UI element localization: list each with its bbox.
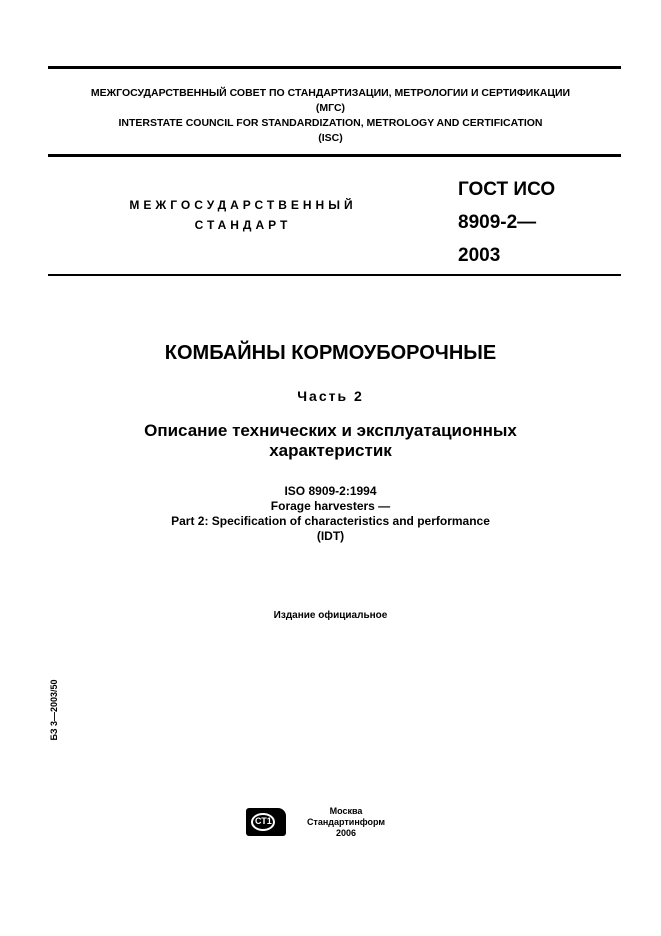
part-label: Часть 2 (297, 388, 364, 404)
subtitle-line1: Описание технических и эксплуатационных (144, 421, 517, 440)
council-header (0, 86, 661, 146)
publisher-name: Стандартинформ (306, 817, 386, 827)
subtitle-line2: характеристик (269, 441, 392, 460)
designation-line2: 8909-2— (458, 212, 537, 233)
designation-line1: ГОСТ ИСО (458, 179, 556, 200)
designation-rule (48, 274, 621, 276)
iso-title: Forage harvesters — (270, 499, 391, 513)
iso-part: Part 2: Specification of characteristics and performance (171, 514, 490, 528)
edition-label: Издание официальное (273, 610, 388, 621)
council-en: INTERSTATE COUNCIL FOR STANDARDIZATION, METROLOGY AND CERTIFICATION (118, 117, 543, 129)
subtitle (0, 421, 661, 461)
top-rule (48, 66, 621, 69)
designation (458, 173, 555, 272)
designation-line3: 2003 (458, 245, 501, 266)
side-code: БЗ 3—2003/50 (49, 679, 59, 741)
standard-type (118, 195, 368, 235)
council-ru-abbr: (МГС) (315, 102, 346, 114)
publisher-city: Москва (329, 806, 363, 816)
document-title: КОМБАЙНЫ КОРМОУБОРОЧНЫЕ (164, 342, 497, 364)
header-rule (48, 154, 621, 157)
publisher-imprint (296, 806, 396, 839)
iso-reference (0, 484, 661, 544)
standartinform-logo (246, 808, 286, 836)
publisher-year: 2006 (335, 828, 357, 838)
iso-number: ISO 8909-2:1994 (284, 484, 377, 498)
council-ru: МЕЖГОСУДАРСТВЕННЫЙ СОВЕТ ПО СТАНДАРТИЗАЦИИ, МЕТРОЛОГИИ И СЕРТИФИКАЦИИ (90, 87, 571, 99)
standard-type-line2: СТАНДАРТ (194, 218, 292, 232)
standard-type-line1: МЕЖГОСУДАРСТВЕННЫЙ (129, 198, 357, 212)
logo-text: СТ1 (255, 816, 272, 826)
iso-idt: (IDT) (316, 529, 345, 543)
council-en-abbr: (ISC) (318, 132, 343, 144)
